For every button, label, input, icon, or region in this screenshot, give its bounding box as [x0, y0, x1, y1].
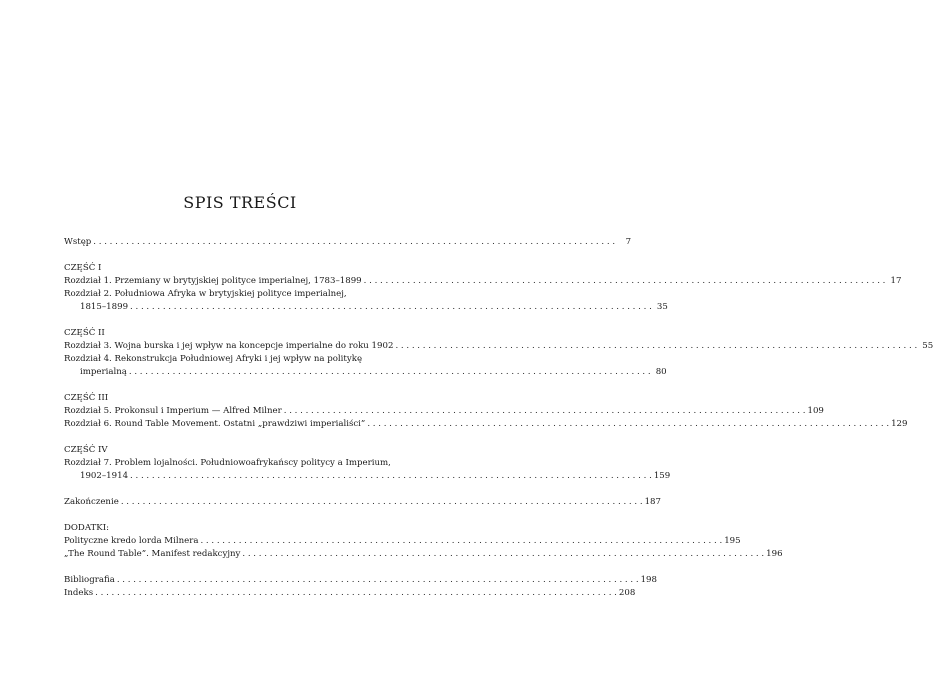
dot-leader	[240, 548, 766, 561]
entry-title: imperialną	[80, 367, 127, 377]
dot-leader	[93, 587, 619, 600]
dot-leader	[365, 418, 891, 431]
page-number: 80	[655, 367, 667, 377]
dot-leader	[282, 405, 808, 418]
toc-entry-index	[64, 587, 636, 600]
toc-entry-appendix-2	[64, 548, 783, 561]
entry-title: Rozdział 5. Prokonsul i Imperium — Alfred Milner	[64, 406, 282, 416]
page-number: 129	[891, 419, 908, 429]
toc-entry-bibliography	[64, 574, 657, 587]
page-number: 35	[656, 302, 668, 312]
dot-leader	[119, 496, 645, 509]
toc-entry-chapter-4	[64, 366, 667, 379]
toc-entry-chapter-2-line1: Rozdział 2. Południowa Afryka w brytyjskiej polityce imperialnej,	[64, 289, 347, 299]
part-heading-3: CZĘŚĆ III	[64, 393, 109, 403]
toc-entry-chapter-7	[64, 470, 671, 483]
page-number: 109	[807, 406, 824, 416]
page-number: 187	[644, 497, 661, 507]
toc-entry-conclusion	[64, 496, 661, 509]
page-number: 196	[766, 549, 783, 559]
entry-title: Wstęp	[64, 237, 92, 247]
page-number: 198	[640, 575, 657, 585]
appendix-heading: DODATKI:	[64, 523, 110, 533]
part-heading-4: CZĘŚĆ IV	[64, 445, 108, 455]
toc-entry-chapter-4-line1: Rozdział 4. Rekonstrukcja Południowej Afryki i jej wpływ na politykę	[64, 354, 363, 364]
toc-entry-intro	[64, 236, 632, 249]
page-number: 159	[653, 471, 671, 481]
entry-title: Zakończenie	[64, 497, 119, 507]
toc-entry-chapter-3	[64, 340, 933, 353]
page-number: 208	[618, 588, 636, 598]
entry-title: „The Round Table”. Manifest redakcyjny	[64, 549, 241, 559]
entry-title: Polityczne kredo lorda Milnera	[64, 536, 199, 546]
toc-entry-chapter-6	[64, 418, 908, 431]
dot-leader	[127, 366, 653, 379]
page-number: 7	[625, 237, 632, 247]
page-title: SPIS TREŚCI	[183, 193, 297, 212]
entry-title: Rozdział 3. Wojna burska i jej wpływ na koncepcje imperialne do roku 1902	[64, 341, 394, 351]
dot-leader	[128, 301, 654, 314]
entry-title: 1815–1899	[80, 302, 129, 312]
page-number: 17	[890, 276, 902, 286]
table-of-contents	[64, 236, 933, 600]
dot-leader	[115, 574, 641, 587]
dot-leader	[393, 340, 919, 353]
dot-leader	[91, 236, 617, 249]
part-heading-2: CZĘŚĆ II	[64, 328, 105, 338]
entry-title: Indeks	[64, 588, 94, 598]
toc-entry-chapter-7-line1: Rozdział 7. Problem lojalności. Południowoafrykańscy politycy a Imperium,	[64, 458, 391, 468]
part-heading-1: CZĘŚĆ I	[64, 263, 102, 273]
dot-leader	[362, 275, 888, 288]
toc-entry-chapter-1	[64, 275, 902, 288]
entry-title: Rozdział 1. Przemiany w brytyjskiej polityce imperialnej, 1783–1899	[64, 276, 362, 286]
toc-entry-chapter-2	[64, 301, 668, 314]
toc-entry-chapter-5	[64, 405, 824, 418]
page-number: 195	[724, 536, 741, 546]
page-number: 55	[922, 341, 933, 351]
entry-title: Bibliografia	[64, 575, 115, 585]
dot-leader	[128, 470, 654, 483]
dot-leader	[198, 535, 724, 548]
entry-title: Rozdział 6. Round Table Movement. Ostatni „prawdziwi imperialiści”	[64, 419, 366, 429]
entry-title: 1902–1914	[80, 471, 129, 481]
toc-entry-appendix-1	[64, 535, 741, 548]
